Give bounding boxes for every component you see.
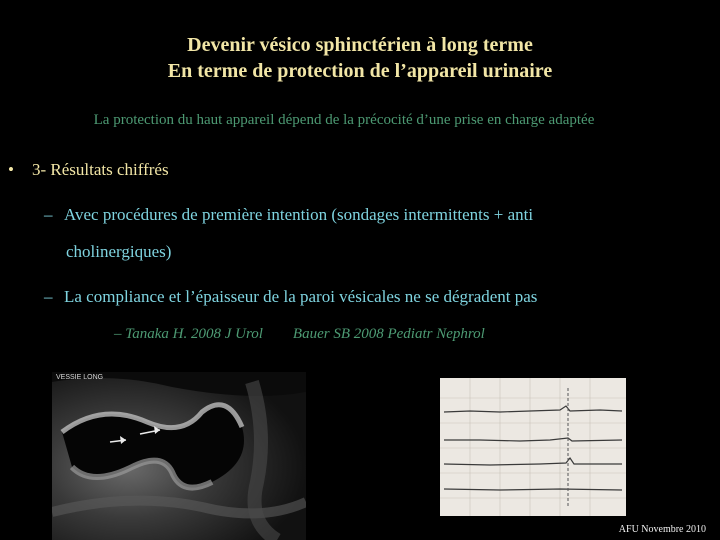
subtitle: La protection du haut appareil dépend de la précocité d’une prise en charge adaptée (93, 112, 595, 128)
sub-bullet-2 (44, 287, 537, 307)
sub-bullet-1 (44, 205, 533, 225)
sub-bullet-2-text: La compliance et l’épaisseur de la paroi vésicales ne se dégradent pas (64, 287, 538, 306)
title-line-1: Devenir vésico sphinctérien à long terme (187, 34, 533, 56)
bullet-text: 3- Résultats chiffrés (32, 160, 169, 179)
sub-bullet-marker: – (44, 205, 53, 224)
sub-bullet-1-line-2: cholinergiques) (66, 242, 172, 261)
urodynamic-tracing-image (440, 378, 626, 516)
references (114, 326, 485, 343)
bullet-item (8, 160, 169, 180)
reference-marker: – (114, 326, 122, 342)
sub-bullet-1-line-1: Avec procédures de première intention (sondages intermittents + anti (64, 205, 534, 224)
sub-bullet-marker: – (44, 287, 53, 306)
reference-bauer: Bauer SB 2008 Pediatr Nephrol (292, 326, 485, 342)
title-line-2: En terme de protection de l’appareil urinaire (167, 60, 553, 82)
ultrasound-label: VESSIE LONG (56, 374, 104, 381)
footer-credit: AFU Novembre 2010 (618, 524, 706, 535)
bladder-ultrasound-image (52, 372, 306, 540)
reference-tanaka: Tanaka H. 2008 J Urol (125, 326, 263, 342)
bullet-marker: • (8, 160, 14, 179)
